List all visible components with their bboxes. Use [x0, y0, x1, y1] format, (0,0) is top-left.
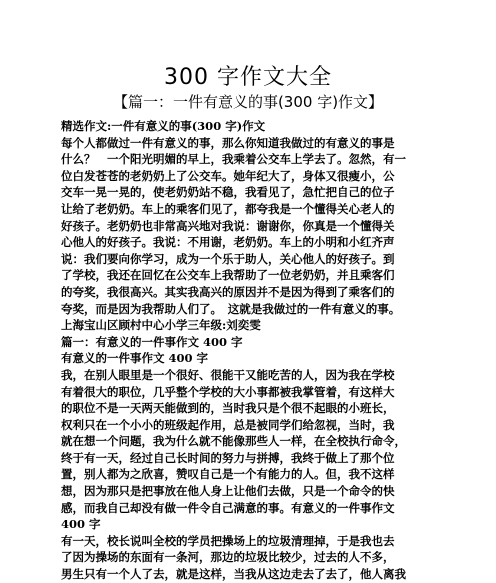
text-line: 说：我们要向你学习，成为一个乐于助人，关心他人的好孩子。到 [61, 251, 395, 266]
text-line: 有意义的一件事作文 400 字 [61, 351, 209, 366]
text-line: 的职位不是一天两天能做到的，当时我只是个很不起眼的小班长， [61, 401, 395, 416]
text-line: 有一天，校长说叫全校的学员把操场上的垃圾清理掉，于是我也去 [61, 533, 395, 548]
text-line: 400 字 [61, 517, 101, 532]
text-line: 终于有一天，经过自己长时间的努力与拼搏，我终于做上了那个位 [61, 450, 395, 465]
text-line: 夸奖，而是因为我帮助人们了。 这就是我做过的一件有意义的事。 [61, 301, 401, 316]
text-line: 篇一：有意义的一件事作文 400 字 [61, 334, 243, 349]
text-line: 精选作文:一件有意义的事(300 字)作文 [61, 119, 266, 133]
text-line: 想，因为那只是把事放在他人身上让他们去做，只是一个命令的快 [61, 484, 395, 499]
text-line: 交车一晃一晃的，使老奶奶站不稳，我看见了，急忙把自己的位子 [61, 185, 395, 200]
text-line: 的夸奖，我很高兴。其实我高兴的原因并不是因为得到了乘客们的 [61, 284, 395, 299]
text-line: 有着很大的职位，几乎整个学校的大小事都被我掌管着，有这样大 [61, 384, 395, 399]
text-line: 了学校，我还在回忆在公交车上我帮助了一位老奶奶，并且乘客们 [61, 268, 395, 283]
text-line: 什么？ 一个阳光明媚的早上，我乘着公交车上学去了。忽然，有一 [61, 152, 406, 167]
text-line: 好孩子。老奶奶也非常高兴地对我说：谢谢你，你真是一个懂得关 [61, 218, 395, 233]
text-line: 感，而我自己却没有做一件令自己满意的事。有意义的一件事作文 [61, 500, 395, 515]
section-heading: 【篇一：一件有意义的事(300 字)作文】 [112, 93, 384, 111]
text-line: 权利只在一个小小的班级起作用，总是被同学们给忽视，当时，我 [61, 417, 395, 432]
essay-body [61, 118, 439, 583]
text-line: 位白发苍苍的老奶奶上了公交车。她年纪大了，身体又很瘦小，公 [61, 168, 395, 183]
text-line: 心他人的好孩子。我说：不用谢，老奶奶。车上的小明和小红齐声 [61, 235, 395, 250]
text-line: 每个人都做过一件有意义的事，那么你知道我做过的有意义的事是 [61, 135, 395, 150]
text-line: 置，别人都为之欣喜，赞叹自己是一个有能力的人。但，我不这样 [61, 467, 395, 482]
text-line: 男生只有一个人了去，就是这样，当我从这边走去了去了，他人离我 [61, 567, 406, 582]
text-line: 让给了老奶奶。车上的乘客们见了，都夸我是一个懂得关心老人的 [61, 201, 395, 216]
text-line: 就在想一个问题，我为什么就不能像那些人一样，在全校执行命令， [61, 434, 406, 449]
page-title: 300 字作文大全 [164, 65, 332, 90]
text-line: 我，在别人眼里是一个很好、很能干又能吃苦的人，因为我在学校 [61, 367, 395, 382]
text-line: 上海宝山区顾村中心小学三年级:刘奕雯 [61, 318, 261, 333]
text-line: 了因为操场的东面有一条河，那边的垃圾比较少，过去的人不多， [61, 550, 395, 565]
